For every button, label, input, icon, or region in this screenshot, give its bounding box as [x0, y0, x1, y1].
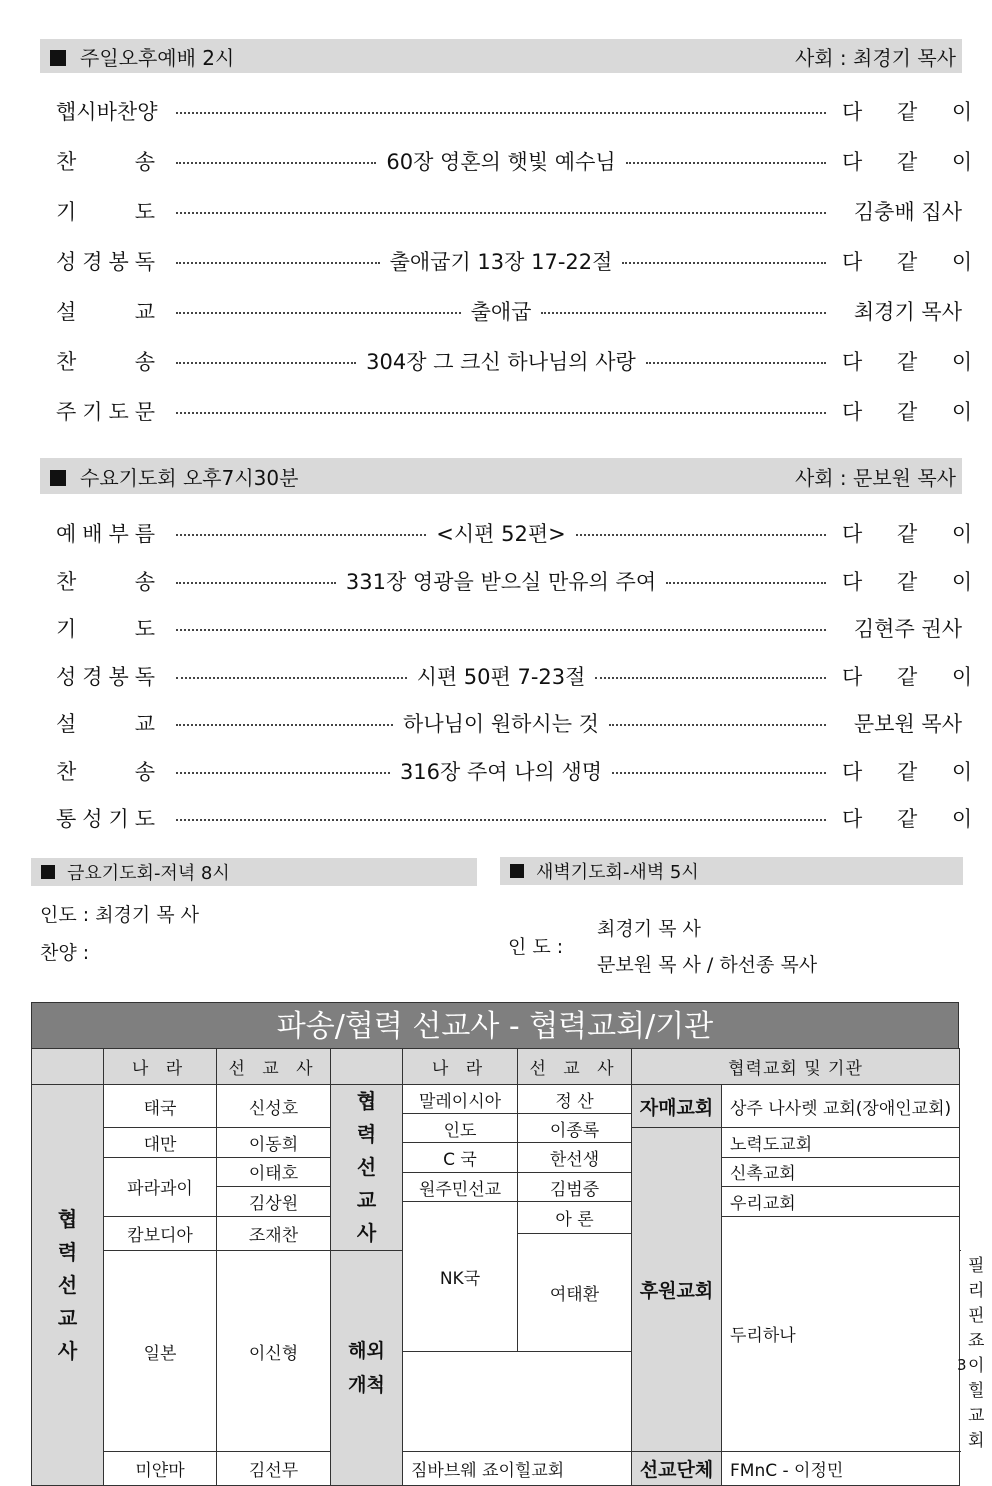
order-person: 다 같 이	[842, 759, 987, 784]
leader-dots	[176, 677, 407, 679]
country-cell: C 국	[403, 1143, 518, 1172]
leader-dots	[622, 262, 826, 264]
order-content: 하나님이 원하시는 것	[403, 712, 599, 736]
order-content: 시편 50편 7-23절	[416, 664, 586, 689]
order-person: 최경기 목사	[853, 300, 962, 324]
order-person: 문보원 목사	[853, 712, 962, 736]
leader-dots	[176, 362, 356, 364]
dawn-label: 인 도 :	[508, 936, 564, 958]
leader-dots	[626, 162, 826, 164]
order-row	[56, 96, 987, 126]
order-row	[56, 566, 987, 596]
order-content: 331장 영광을 받으실 만유의 주여	[345, 569, 657, 594]
mission-org-label: 선교단체	[632, 1452, 722, 1486]
order-label: 찬 송	[56, 759, 156, 784]
support-church-label: 후원교회	[632, 1128, 722, 1452]
leader-dots	[609, 724, 826, 726]
leader-dots	[646, 362, 826, 364]
order-person: 다 같 이	[842, 150, 987, 174]
friday-leader: 인도 : 최경기 목 사	[40, 904, 200, 926]
square-bullet-icon	[510, 864, 524, 878]
friday-header	[31, 858, 477, 886]
order-person: 다 같 이	[842, 350, 987, 374]
wednesday-title: 수요기도회 오후7시30분	[80, 465, 299, 490]
wednesday-header	[40, 458, 962, 494]
group-overseas: 해외개척	[331, 1251, 403, 1486]
leader-dots	[541, 312, 826, 314]
support-church: 노력도교회	[722, 1128, 960, 1157]
missionary-cell: 여태환	[518, 1233, 632, 1351]
country-cell: 대만	[104, 1128, 217, 1157]
header-country-2: 나 라	[403, 1049, 518, 1085]
missionary-cell: 정 산	[518, 1085, 632, 1114]
order-row	[56, 708, 962, 738]
order-label: 기 도	[56, 200, 156, 224]
leader-dots	[612, 772, 826, 774]
country-cell: NK국	[403, 1202, 518, 1351]
order-person: 다 같 이	[842, 100, 987, 124]
leader-dots	[176, 582, 336, 584]
country-cell: 파라과이	[104, 1157, 217, 1216]
order-row	[56, 146, 987, 176]
order-content: 316장 주여 나의 생명	[399, 759, 603, 784]
order-label: 성 경 봉 독	[56, 664, 156, 689]
friday-praise: 찬양 :	[40, 942, 90, 964]
order-label: 성 경 봉 독	[56, 250, 156, 274]
leader-dots	[176, 412, 826, 414]
country-cell: 일본	[104, 1251, 217, 1452]
leader-dots	[666, 582, 826, 584]
order-content: 출애굽	[470, 300, 532, 324]
missionary-cell: 김상원	[217, 1187, 331, 1216]
header-missionary-1: 선 교 사	[217, 1049, 331, 1085]
order-label: 설 교	[56, 712, 156, 736]
sunday-header	[40, 39, 962, 73]
country-cell: 인도	[403, 1114, 518, 1143]
order-row	[56, 756, 987, 786]
order-person: 다 같 이	[842, 250, 987, 274]
mission-org: FMnC - 이정민	[722, 1452, 960, 1486]
order-content: <시편 52편>	[436, 522, 566, 546]
order-person: 다 같 이	[842, 569, 987, 594]
missionary-cell: 이신형	[217, 1251, 331, 1452]
missionary-cell: 한선생	[518, 1143, 632, 1172]
missionary-cell: 조재찬	[217, 1216, 331, 1250]
missionary-cell: 아 론	[518, 1202, 632, 1233]
missionary-cell: 이태호	[217, 1157, 331, 1186]
missionary-cell: 이종록	[518, 1114, 632, 1143]
order-row	[56, 296, 962, 326]
leader-dots	[176, 819, 826, 821]
missionary-cell: 이동희	[217, 1128, 331, 1157]
missions-title: 파송/협력 선교사 - 협력교회/기관	[31, 1002, 959, 1049]
leader-dots	[576, 534, 826, 536]
order-label: 찬 송	[56, 569, 156, 594]
dawn-leader-1: 최경기 목 사	[597, 918, 701, 940]
order-label: 예 배 부 름	[56, 522, 156, 546]
order-label: 기 도	[56, 617, 156, 641]
country-cell: 말레이시아	[403, 1085, 518, 1114]
country-cell: 캄보디아	[104, 1216, 217, 1250]
order-label: 찬 송	[56, 350, 156, 374]
missionary-cell: 김범중	[518, 1172, 632, 1201]
dawn-header	[500, 857, 963, 885]
support-church: 신촉교회	[722, 1157, 960, 1186]
leader-dots	[176, 629, 826, 631]
order-row	[56, 518, 987, 548]
order-label: 설 교	[56, 300, 156, 324]
country-cell: 미얀마	[104, 1452, 217, 1486]
support-church: 우리교회	[722, 1187, 960, 1216]
header-churches: 협력교회 및 기관	[632, 1049, 960, 1085]
sister-church-label: 자매교회	[632, 1085, 722, 1128]
order-row	[56, 346, 987, 376]
square-bullet-icon	[50, 470, 66, 486]
order-person: 다 같 이	[842, 664, 987, 689]
leader-dots	[176, 724, 393, 726]
wednesday-leader: 사회 : 문보원 목사	[794, 465, 956, 490]
leader-dots	[176, 534, 426, 536]
leader-dots	[595, 677, 826, 679]
order-row	[56, 803, 987, 833]
country-cell: 태국	[104, 1085, 217, 1128]
sunday-leader: 사회 : 최경기 목사	[794, 45, 956, 70]
leader-dots	[176, 262, 380, 264]
dawn-leader-2: 문보원 목 사 / 하선종 목사	[597, 954, 818, 976]
square-bullet-icon	[50, 50, 66, 66]
order-row	[56, 661, 987, 691]
order-content: 304장 그 크신 하나님의 사랑	[366, 350, 636, 374]
order-row	[56, 196, 962, 226]
order-person: 다 같 이	[842, 807, 987, 831]
header-country-1: 나 라	[104, 1049, 217, 1085]
order-row	[56, 613, 962, 643]
dawn-title: 새벽기도회-새벽 5시	[536, 862, 699, 883]
order-label: 햅 시 바 찬 양	[56, 100, 158, 124]
order-label: 통 성 기 도	[56, 807, 156, 831]
order-person: 다 같 이	[842, 400, 987, 424]
square-bullet-icon	[41, 865, 55, 879]
order-row	[56, 246, 987, 276]
sister-church: 상주 나사렛 교회(장애인교회)	[722, 1085, 960, 1128]
missionary-cell: 신성호	[217, 1085, 331, 1128]
missionary-cell: 김선무	[217, 1452, 331, 1486]
order-row	[56, 396, 987, 426]
country-cell: 원주민선교	[403, 1172, 518, 1201]
friday-title: 금요기도회-저녁 8시	[67, 863, 230, 884]
order-label: 주 기 도 문	[56, 400, 156, 424]
order-label: 찬 송	[56, 150, 156, 174]
sunday-title: 주일오후예배 2시	[80, 45, 235, 70]
leader-dots	[176, 212, 826, 214]
order-content: 출애굽기 13장 17-22절	[389, 250, 613, 274]
group-cooperating-1: 협력선교사	[32, 1085, 104, 1486]
order-person: 다 같 이	[842, 522, 987, 546]
missions-table: 나 라 선 교 사 나 라 선 교 사 협력교회 및 기관 협력선교사 태국 신성호 협력선교사 말레이시아 정 산 자매교회 상주 나사렛 교회(장애인교회) 인도 이종록 대만 이동희 후원교회 노력도교회 C 국 한선생 파라과이 이태호 신촉교회 원주민선교 김범중 김상원 우리교회 NK국 아 론 캄보디아 조재찬 두리하나 여태환 일본 이신형 해외개척 필리핀 죠이힐교회 미얀마 김선무 짐바브웨 죠이힐교회 선교단체 FMnC - 이정민	[31, 1048, 960, 1486]
order-person: 김현주 권사	[853, 617, 962, 641]
leader-dots	[176, 112, 826, 114]
header-missionary-2: 선 교 사	[518, 1049, 632, 1085]
group-cooperating-2: 협력선교사	[331, 1085, 403, 1251]
order-content: 60장 영혼의 햇빛 예수님	[386, 150, 616, 174]
page-number: 3	[957, 1356, 967, 1374]
leader-dots	[176, 772, 390, 774]
overseas-church: 짐바브웨 죠이힐교회	[403, 1452, 632, 1486]
leader-dots	[176, 312, 461, 314]
leader-dots	[176, 162, 376, 164]
support-church: 두리하나	[722, 1216, 960, 1451]
order-person: 김충배 집사	[853, 200, 962, 224]
